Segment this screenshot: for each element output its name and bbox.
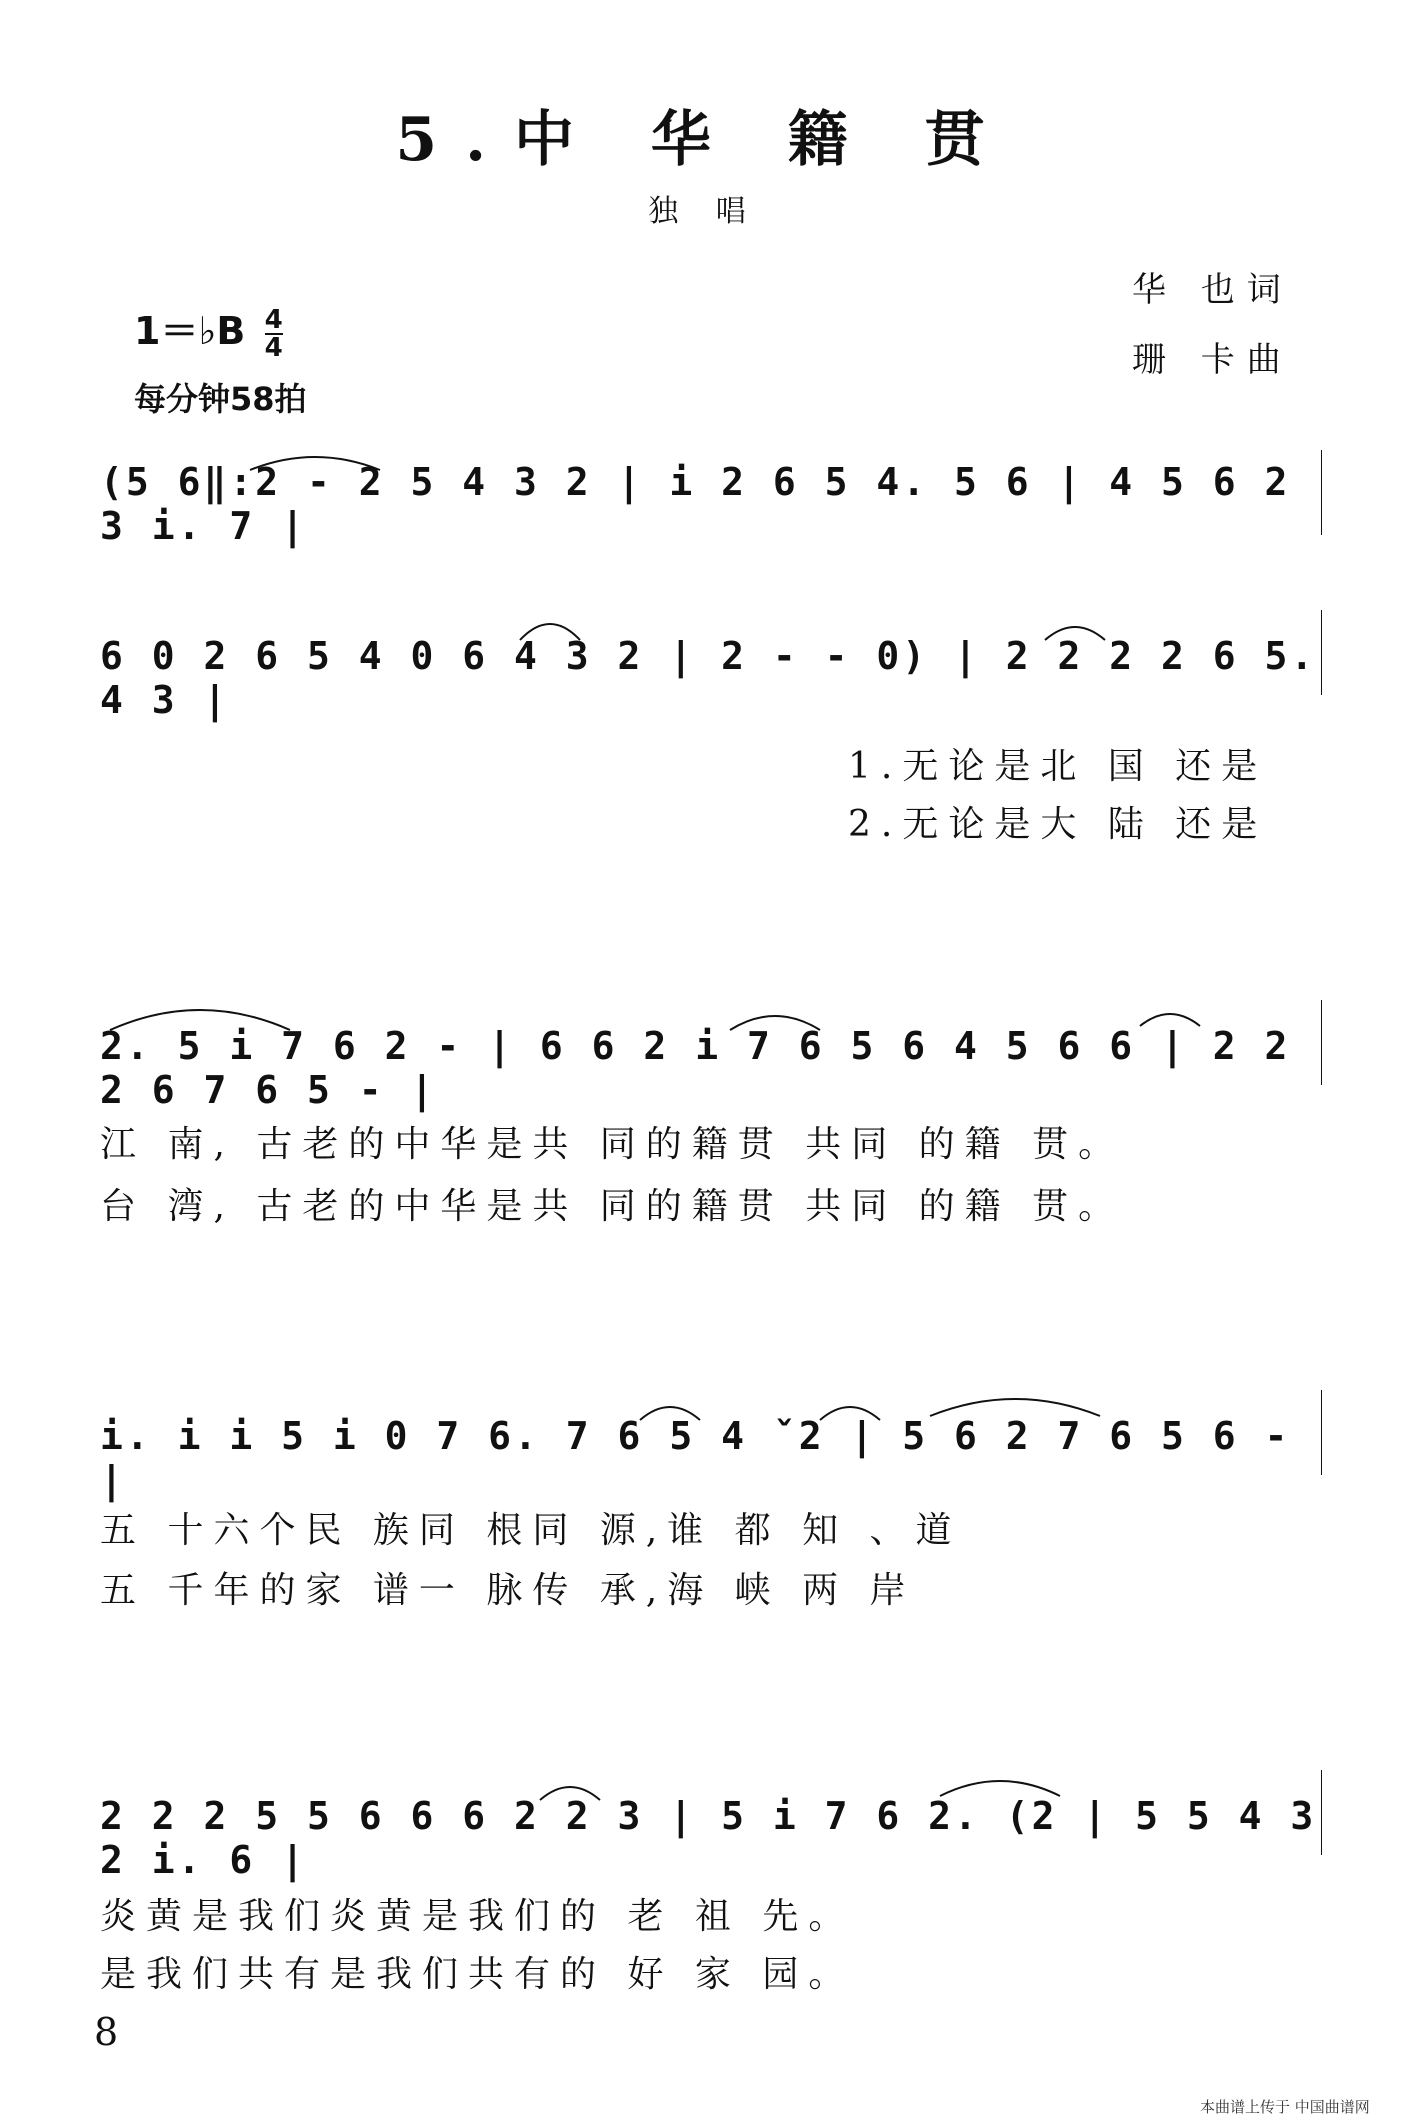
score-system-2 [100,600,1322,722]
score-system-4 [100,1380,1322,1502]
system-1-notes: (5 6‖:2 - 2 5 4 3 2 | i 2 6 5 4. 5 6 | 4 5 6 2 3 i. 7 | [100,460,1291,548]
lyric-verse-1-line-3: 江 南, 古老的中华是共 同的籍贯 共同 的籍 贯。 [100,1124,1125,1165]
tempo-marking: 每分钟58拍 [134,380,307,418]
time-signature [264,304,283,363]
score-system-1 [100,440,1322,548]
lyric-verse-1-line-4: 五 十六个民 族同 根同 源,谁 都 知 、道 [100,1510,962,1551]
lyric-verse-2-line-5: 是我们共有是我们共有的 好 家 园。 [100,1954,855,1995]
lyric-verse-2-line-4: 五 千年的家 谱一 脉传 承,海 峡 两 岸 [100,1570,916,1611]
song-subtitle: 独 唱 [648,194,760,229]
score-system-5 [100,1760,1322,1882]
lyric-verse-1-line-5: 炎黄是我们炎黄是我们的 老 祖 先。 [100,1896,855,1937]
time-numerator: 4 [264,304,283,335]
song-title: 5.中 华 籍 贯 [395,105,1013,175]
time-denominator: 4 [264,332,283,363]
page-number: 8 [94,2010,119,2054]
source-watermark: 本曲谱上传于 中国曲谱网 [1200,2098,1370,2116]
composer-credit: 珊 卡曲 [1132,340,1293,380]
lyricist-credit: 华 也词 [1132,270,1293,310]
system-4-notes: i. i i 5 i 0 7 6. 7 6 5 4 ˇ2 | 5 6 2 7 6 5 6 - | [100,1414,1291,1502]
lyric-verse-1-line-2: 1.无论是北 国 还是 [848,746,1268,787]
key-text: 1＝♭B [134,309,246,353]
score-system-3 [100,990,1322,1112]
system-2-notes: 6 0 2 6 5 4 0 6 4 3 2 | 2 - - 0) | 2 2 2 2 6 5. 4 3 | [100,634,1317,722]
system-3-notes: 2. 5 i 7 6 2 - | 6 6 2 i 7 6 5 6 4 5 6 6 | 2 2 2 6 7 6 5 - | [100,1024,1291,1112]
system-5-notes: 2 2 2 5 5 6 6 6 2 2 3 | 5 i 7 6 2. (2 | 5 5 4 3 2 i. 6 | [100,1794,1317,1882]
lyric-verse-2-line-3: 台 湾, 古老的中华是共 同的籍贯 共同 的籍 贯。 [100,1186,1125,1227]
key-signature [134,300,283,361]
lyric-verse-2-line-2: 2.无论是大 陆 还是 [848,804,1268,845]
